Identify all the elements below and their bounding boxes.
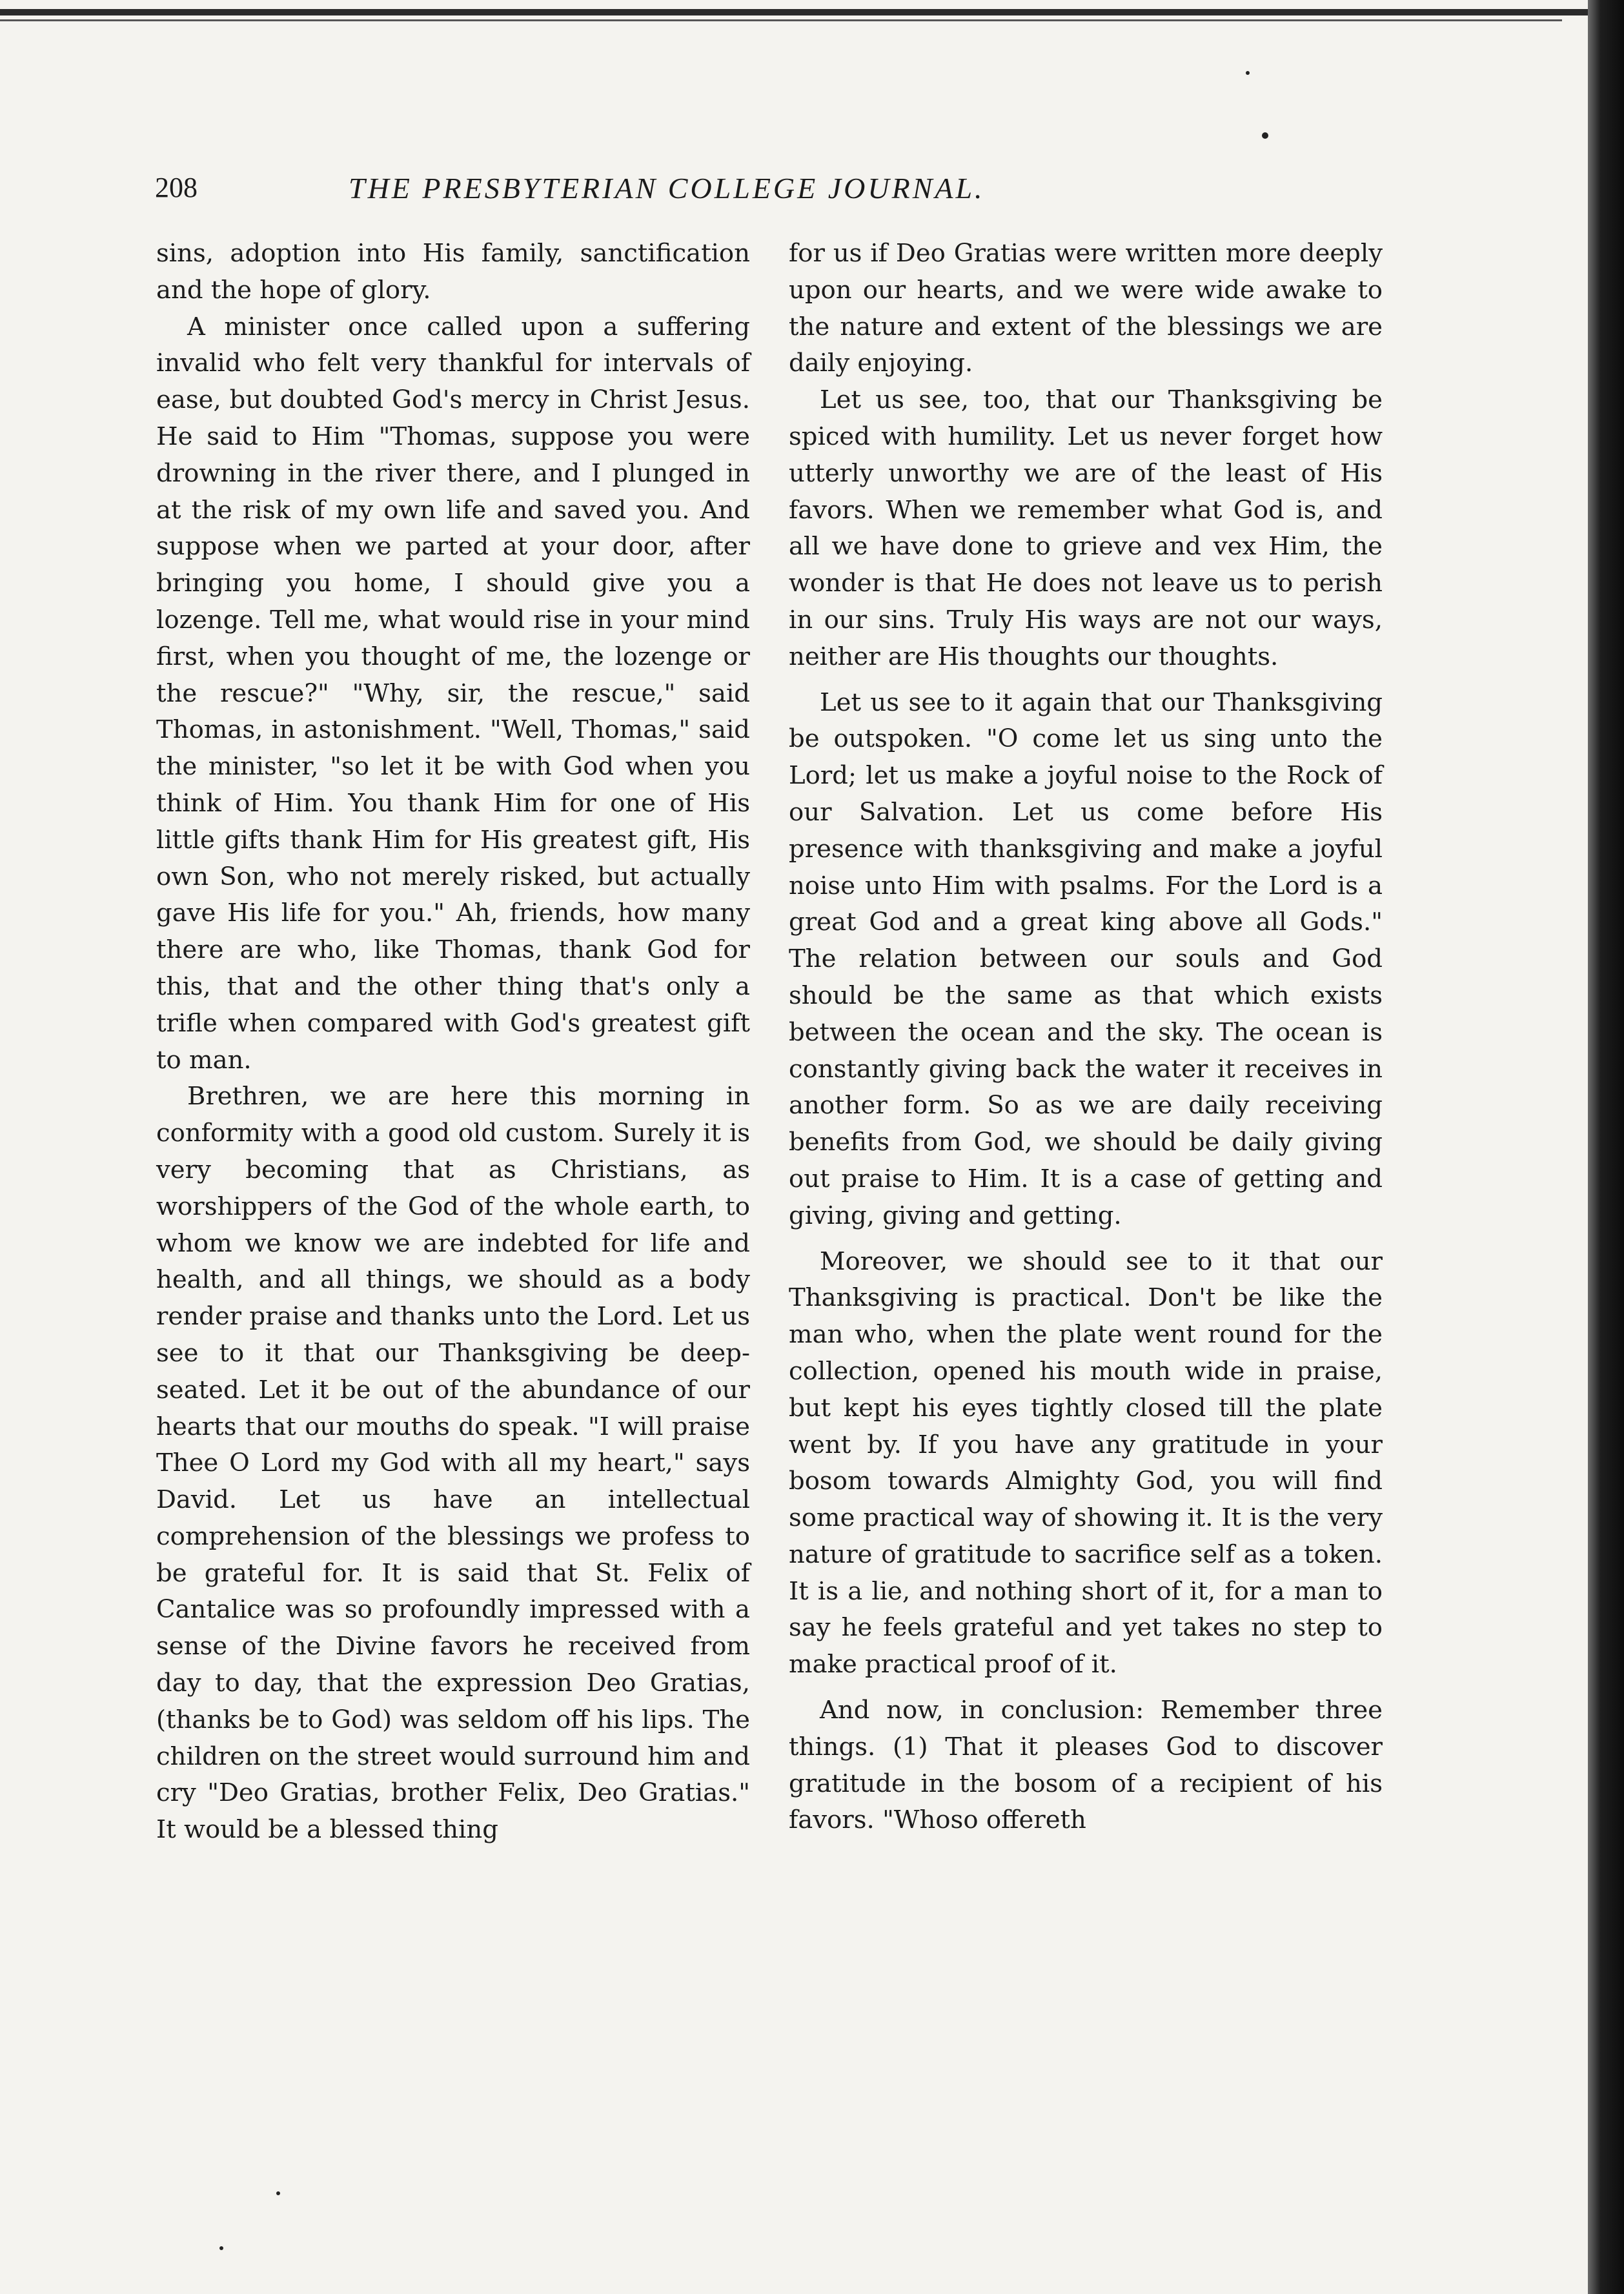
ink-speck: [1246, 71, 1250, 75]
paragraph: Let us see to it again that our Thanksgiving be outspoken. "O come let us sing unto the Lord; let us make a joyful noise to the Rock of our Salvation. Let us come before His presence with thanksgiving and make a joyful noise unto Him with psalms. For the Lord is a great God and a great king above all Gods." The relation between our souls and God should be the same as that which exists between the ocean and the sky. The ocean is constantly giving back the water it receives in another form. So as we are daily receiving benefits from God, we should be daily giving out praise to Him. It is a case of getting and giving, giving and getting.: [789, 687, 1383, 1230]
page-edge-shadow: [1588, 0, 1624, 2294]
ink-speck: [1262, 132, 1268, 139]
left-column: [156, 236, 750, 1849]
ink-speck: [219, 2246, 223, 2250]
paragraph: Brethren, we are here this morning in conformity with a good old custom. Surely it is very becoming that as Christians, as worshippers of the God of the whole earth, to whom we know we are indebted for life and health, and all things, we should as a body render praise and thanks unto the Lord. Let us see to it that our Thanksgiving be deep-seated. Let it be out of the abundance of our hearts that our mouths do speak. "I will praise Thee O Lord my God with all my heart," says David. Let us have an intellectual comprehension of the blessings we profess to be grateful for. It is said that St. Felix of Cantalice was so profoundly impressed with a sense of the Divine favors he received from day to day, that the expression Deo Gratias, (thanks be to God) was seldom off his lips. The children on the street would surround him and cry "Deo Gratias, brother Felix, Deo Gratias." It would be a blessed thing: [156, 1082, 750, 1845]
page-number: 208: [155, 172, 198, 203]
paragraph: for us if Deo Gratias were written more deeply upon our hearts, and we were wide awake to the nature and extent of the blessings we are daily enjoying.: [789, 239, 1383, 378]
top-border-rule: [0, 9, 1588, 15]
top-border-rule-thin: [0, 19, 1562, 21]
paragraph: Moreover, we should see to it that our Thanksgiving is practical. Don't be like the man who, when the plate went round for the collection, opened his mouth wide in praise, but kept his eyes tightly closed till the plate went by. If you have any gratitude in your bosom towards Almighty God, you will find some practical way of showing it. It is the very nature of gratitude to sacrifice self as a token. It is a lie, and nothing short of it, for a man to say he feels grateful and yet takes no step to make practical proof of it.: [789, 1246, 1383, 1680]
right-column: [789, 236, 1383, 1839]
page-header: [155, 171, 1213, 216]
ink-speck: [276, 2191, 280, 2195]
running-title: THE PRESBYTERIAN COLLEGE JOURNAL.: [349, 172, 985, 205]
paragraph: Let us see, too, that our Thanksgiving be spiced with humility. Let us never forget how utterly unworthy we are of the least of His favors. When we remember what God is, and all we have done to grieve and vex Him, the wonder is that He does not leave us to perish in our sins. Truly His ways are not our ways, neither are His thoughts our thoughts.: [789, 385, 1383, 671]
paragraph: sins, adoption into His family, sanctification and the hope of glory.: [156, 239, 750, 305]
paragraph: A minister once called upon a suffering invalid who felt very thankful for intervals of ease, but doubted God's mercy in Christ Jesus. He said to Him "Thomas, suppose you were drowning in the river there, and I plunged in at the risk of my own life and saved you. And suppose when we parted at your door, after bringing you home, I should give you a lozenge. Tell me, what would rise in your mind first, when you thought of me, the lozenge or the rescue?" "Why, sir, the rescue," said Thomas, in astonishment. "Well, Thomas," said the minister, "so let it be with God when you think of Him. You thank Him for one of His little gifts thank Him for His greatest gift, His own Son, who not merely risked, but actually gave His life for you." Ah, friends, how many there are who, like Thomas, thank God for this, that and the other thing that's only a trifle when compared with God's greatest gift to man.: [156, 312, 750, 1075]
paragraph: And now, in conclusion: Remember three things. (1) That it pleases God to discover gratitude in the bosom of a recipient of his favors. "Whoso offereth: [789, 1696, 1383, 1835]
